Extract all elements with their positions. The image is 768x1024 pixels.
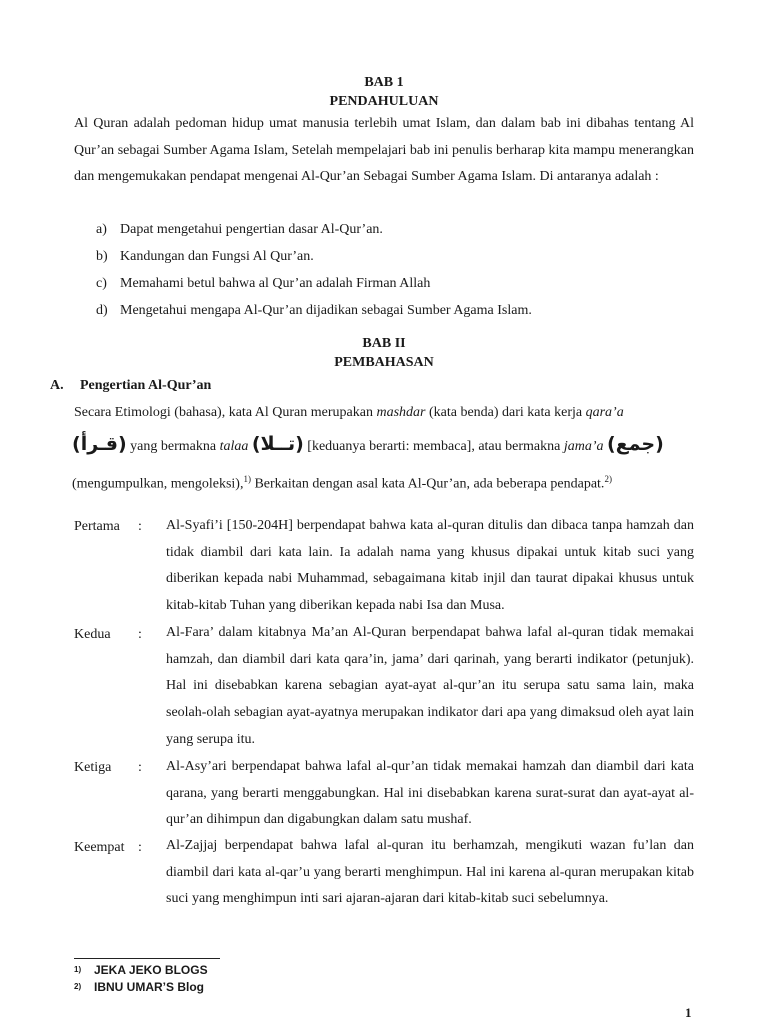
opinion-colon: : — [138, 519, 142, 534]
term-qaraa: qara’a — [585, 405, 624, 420]
bab1-subtitle: PENDAHULUAN — [329, 94, 439, 109]
etymology-line-3 — [72, 470, 612, 494]
arabic-talaa: (تــلا) — [251, 433, 304, 455]
list-marker: a) — [96, 222, 107, 237]
list-item — [96, 275, 430, 293]
list-marker: b) — [96, 249, 108, 264]
bab2-title: BAB II — [362, 336, 406, 351]
etymology-line-1 — [74, 404, 624, 422]
term-mashdar: mashdar — [376, 405, 426, 420]
opinion-text: Al-Zajjaj berpendapat bahwa lafal al-quran itu berhamzah, mengikuti wazan fu’lan dan diambil dari kata al-qar’u yang berarti menghimpun. Hal ini karena al-quran merupakan kitab suci yang menghimpun inti sari ajaran-ajaran dari kitab-kitab suci sebelumnya. — [166, 838, 694, 907]
footnote — [74, 980, 204, 994]
footnote-text: JEKA JEKO BLOGS — [94, 963, 208, 977]
list-item-text: Kandungan dan Fungsi Al Qur’an. — [120, 249, 314, 264]
footnote-ref[interactable]: 1) — [243, 474, 251, 484]
opinion-text: Al-Syafi’i [150-204H] berpendapat bahwa kata al-quran ditulis dan dibaca tanpa hamzah dan tidak diambil dari kata lain. Ia adalah nama yang khusus dipakai untuk kitab suci yang diberikan kepada nabi Muhammad, sebagaimana kitab injil dan taurat dipakai khusus untuk kitab-kitab Tuhan yang diberikan kepada nabi Isa dan Musa. — [166, 518, 694, 614]
section-marker: A. — [50, 378, 64, 393]
section-title: Pengertian Al-Qur’an — [80, 378, 212, 393]
opinion-label: Pertama — [74, 519, 120, 534]
arabic-qaraa: (قـرأ) — [72, 433, 127, 455]
opinion-text: Al-Asy’ari berpendapat bahwa lafal al-qur’an tidak memakai hamzah dan diambil dari kata qarana, yang berarti menggabungkan. Hal ini disebabkan karena surat-surat dan ayat-ayat al-qur’an dihimpun dan digabungkan dalam satu mushaf. — [166, 759, 694, 828]
etymology-text: [keduanya berarti: membaca], atau bermakna — [303, 439, 564, 454]
etymology-text: Berkaitan dengan asal kata Al-Qur’an, ada beberapa pendapat. — [250, 476, 605, 492]
footnote-marker: 1) — [74, 965, 82, 974]
list-item-text: Mengetahui mengapa Al-Qur’an dijadikan sebagai Sumber Agama Islam. — [120, 303, 532, 318]
opinion-colon: : — [138, 760, 142, 775]
footnote — [74, 963, 208, 977]
etymology-text: Secara Etimologi (bahasa), kata Al Quran merupakan — [74, 405, 377, 420]
opinion-label: Keempat — [74, 840, 125, 855]
opinion-colon: : — [138, 627, 142, 642]
term-jamaa: jama’a — [563, 439, 604, 454]
opinion-label: Ketiga — [74, 760, 112, 775]
footnote-text: IBNU UMAR’S Blog — [94, 980, 204, 994]
bab1-title: BAB 1 — [364, 75, 404, 90]
arabic-jamaa: (جمع) — [607, 433, 664, 455]
intro-paragraph: Al Quran adalah pedoman hidup umat manusia terlebih umat Islam, dan dalam bab ini dibahas tentang Al Qur’an sebagai Sumber Agama Islam, Setelah mempelajari bab ini penulis berharap kita mampu menerangkan dan mengemukakan pendapat mengenai Al-Qur’an Sebagai Sumber Agama Islam. Di antaranya adalah : — [74, 116, 694, 185]
footnote-ref[interactable]: 2) — [604, 474, 612, 484]
list-item — [96, 221, 383, 239]
opinion-text: Al-Fara’ dalam kitabnya Ma’an Al-Quran berpendapat bahwa lafal al-quran tidak memakai hamzah, dan diambil dari kata qara’in, jama’ dari qarinah, yang berarti indikator (petunjuk). Hal ini disebabkan karena sebagian ayat-ayat al-qur’an itu serupa satu sama lain, maka seolah-olah sebagian ayat-ayatnya merupakan indikator dari apa yang dimaksud oleh ayat lain yang serupa itu. — [166, 625, 694, 747]
page-number: 1 — [685, 1005, 692, 1020]
opinion-colon: : — [138, 840, 142, 855]
opinion-label: Kedua — [74, 627, 111, 642]
etymology-line-2 — [72, 433, 664, 458]
etymology-text: yang bermakna — [126, 439, 220, 454]
list-item — [96, 302, 532, 320]
etymology-text: (kata benda) dari kata kerja — [425, 405, 586, 420]
list-marker: c) — [96, 276, 107, 291]
term-talaa: talaa — [219, 439, 249, 454]
section-heading — [50, 377, 211, 395]
bab2-subtitle: PEMBAHASAN — [334, 355, 434, 370]
footnote-marker: 2) — [74, 982, 82, 991]
list-item-text: Dapat mengetahui pengertian dasar Al-Qur’an. — [120, 222, 383, 237]
list-item-text: Memahami betul bahwa al Qur’an adalah Firman Allah — [120, 276, 431, 291]
list-item — [96, 248, 314, 266]
list-marker: d) — [96, 303, 108, 318]
etymology-text: (mengumpulkan, mengoleksi), — [72, 476, 244, 492]
footnote-separator — [74, 958, 220, 959]
